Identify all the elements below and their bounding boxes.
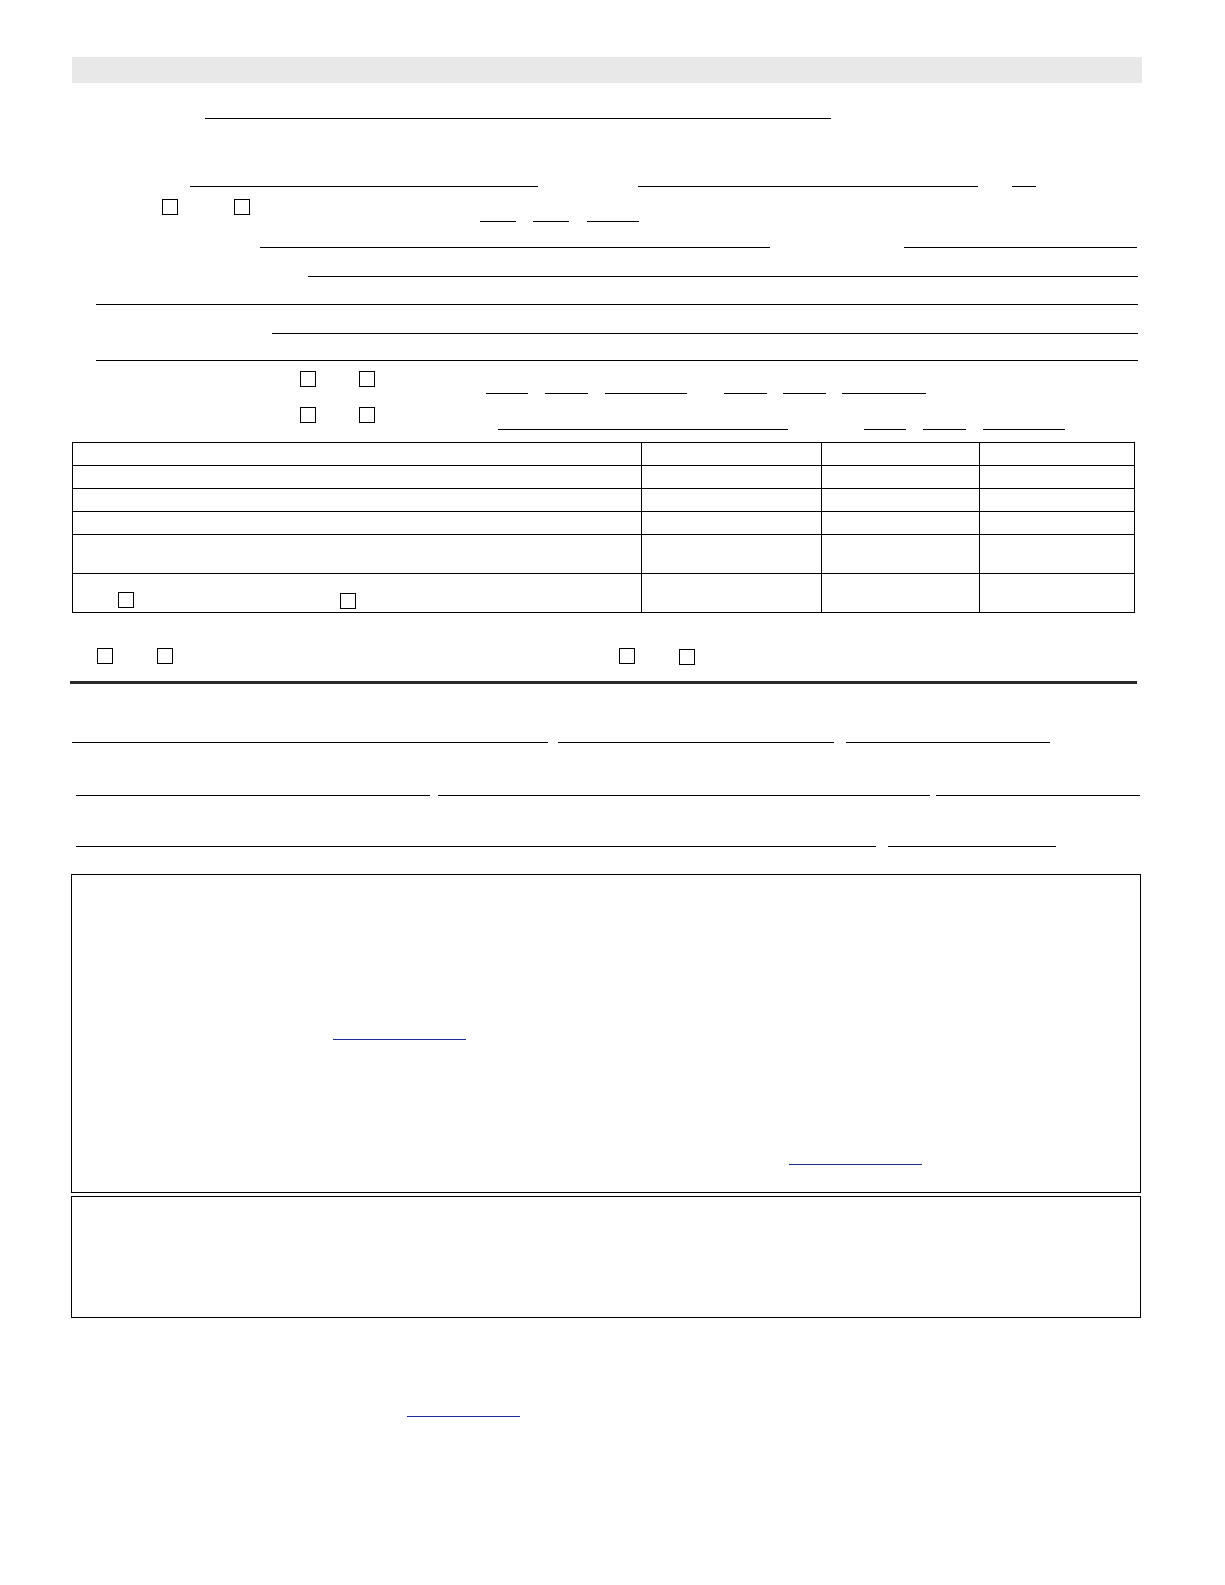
field-row4-b[interactable]: [904, 247, 1137, 248]
table-cell[interactable]: [642, 512, 822, 535]
field-row10-text[interactable]: [498, 429, 788, 430]
office-use-box: [71, 1196, 1141, 1318]
to-month-field[interactable]: [724, 393, 767, 394]
table-checkbox-2[interactable]: [340, 593, 356, 609]
table-row: [73, 574, 1135, 613]
form-header-band: [72, 57, 1142, 83]
table-cell[interactable]: [980, 574, 1135, 613]
table-cell[interactable]: [822, 466, 980, 489]
field-row2-b[interactable]: [638, 186, 978, 187]
signature-line-1[interactable]: [72, 742, 548, 743]
date-day-field[interactable]: [533, 221, 569, 222]
table-cell: [822, 443, 980, 466]
from-month-field[interactable]: [486, 393, 528, 394]
table-row: [73, 489, 1135, 512]
table-cell[interactable]: [980, 535, 1135, 574]
signature-line-6[interactable]: [936, 795, 1140, 796]
table-cell: [73, 535, 642, 574]
table-row: [73, 466, 1135, 489]
checkbox-yes-3[interactable]: [97, 648, 113, 664]
from-day-field[interactable]: [545, 393, 588, 394]
row10-month-field[interactable]: [864, 429, 906, 430]
table-cell[interactable]: [822, 489, 980, 512]
signature-line-4[interactable]: [76, 795, 430, 796]
signature-line-8[interactable]: [888, 846, 1056, 847]
signature-line-7[interactable]: [76, 846, 876, 847]
checkbox-yes-1[interactable]: [300, 371, 316, 387]
table-row: [73, 512, 1135, 535]
field-row7[interactable]: [272, 333, 1138, 334]
table-cell[interactable]: [822, 574, 980, 613]
date-year-field[interactable]: [587, 221, 639, 222]
table-cell[interactable]: [642, 466, 822, 489]
checkbox-no-2[interactable]: [359, 407, 375, 423]
table-cell[interactable]: [642, 489, 822, 512]
from-year-field[interactable]: [605, 393, 687, 394]
table-cell[interactable]: [980, 489, 1135, 512]
table-cell: [73, 489, 642, 512]
declaration-link-2[interactable]: [789, 1164, 922, 1165]
field-row2-c[interactable]: [1012, 186, 1036, 187]
declaration-link-1[interactable]: [333, 1039, 466, 1040]
checkbox-yes-2[interactable]: [300, 407, 316, 423]
date-month-field[interactable]: [480, 221, 516, 222]
table-row: [73, 535, 1135, 574]
field-row6[interactable]: [96, 304, 1138, 305]
name-field[interactable]: [205, 118, 831, 119]
checkbox-no-3[interactable]: [157, 648, 173, 664]
section-divider: [70, 681, 1137, 684]
table-cell: [642, 443, 822, 466]
table-cell[interactable]: [822, 535, 980, 574]
table-cell[interactable]: [642, 574, 822, 613]
checkbox-option-1[interactable]: [162, 199, 178, 215]
table-cell: [73, 443, 642, 466]
signature-line-5[interactable]: [438, 795, 930, 796]
to-year-field[interactable]: [842, 393, 926, 394]
field-row4-a[interactable]: [260, 247, 770, 248]
declaration-box: [71, 874, 1141, 1193]
field-row8[interactable]: [96, 360, 1138, 361]
field-row5[interactable]: [308, 276, 1138, 277]
row10-year-field[interactable]: [983, 429, 1065, 430]
table-cell: [980, 443, 1135, 466]
table-cell[interactable]: [642, 535, 822, 574]
table-cell[interactable]: [980, 466, 1135, 489]
row10-day-field[interactable]: [923, 429, 966, 430]
info-table: [72, 442, 1135, 613]
checkbox-yes-4[interactable]: [619, 648, 635, 664]
table-cell[interactable]: [980, 512, 1135, 535]
table-cell: [73, 574, 642, 613]
table-header-row: [73, 443, 1135, 466]
table-checkbox-1[interactable]: [118, 592, 134, 608]
field-row2-a[interactable]: [190, 186, 538, 187]
footer-link[interactable]: [407, 1416, 520, 1417]
table-cell: [73, 512, 642, 535]
table-cell[interactable]: [822, 512, 980, 535]
checkbox-option-2[interactable]: [234, 199, 250, 215]
checkbox-no-4[interactable]: [679, 649, 695, 665]
to-day-field[interactable]: [783, 393, 826, 394]
table-cell: [73, 466, 642, 489]
signature-line-3[interactable]: [846, 742, 1050, 743]
checkbox-no-1[interactable]: [359, 371, 375, 387]
signature-line-2[interactable]: [558, 742, 834, 743]
